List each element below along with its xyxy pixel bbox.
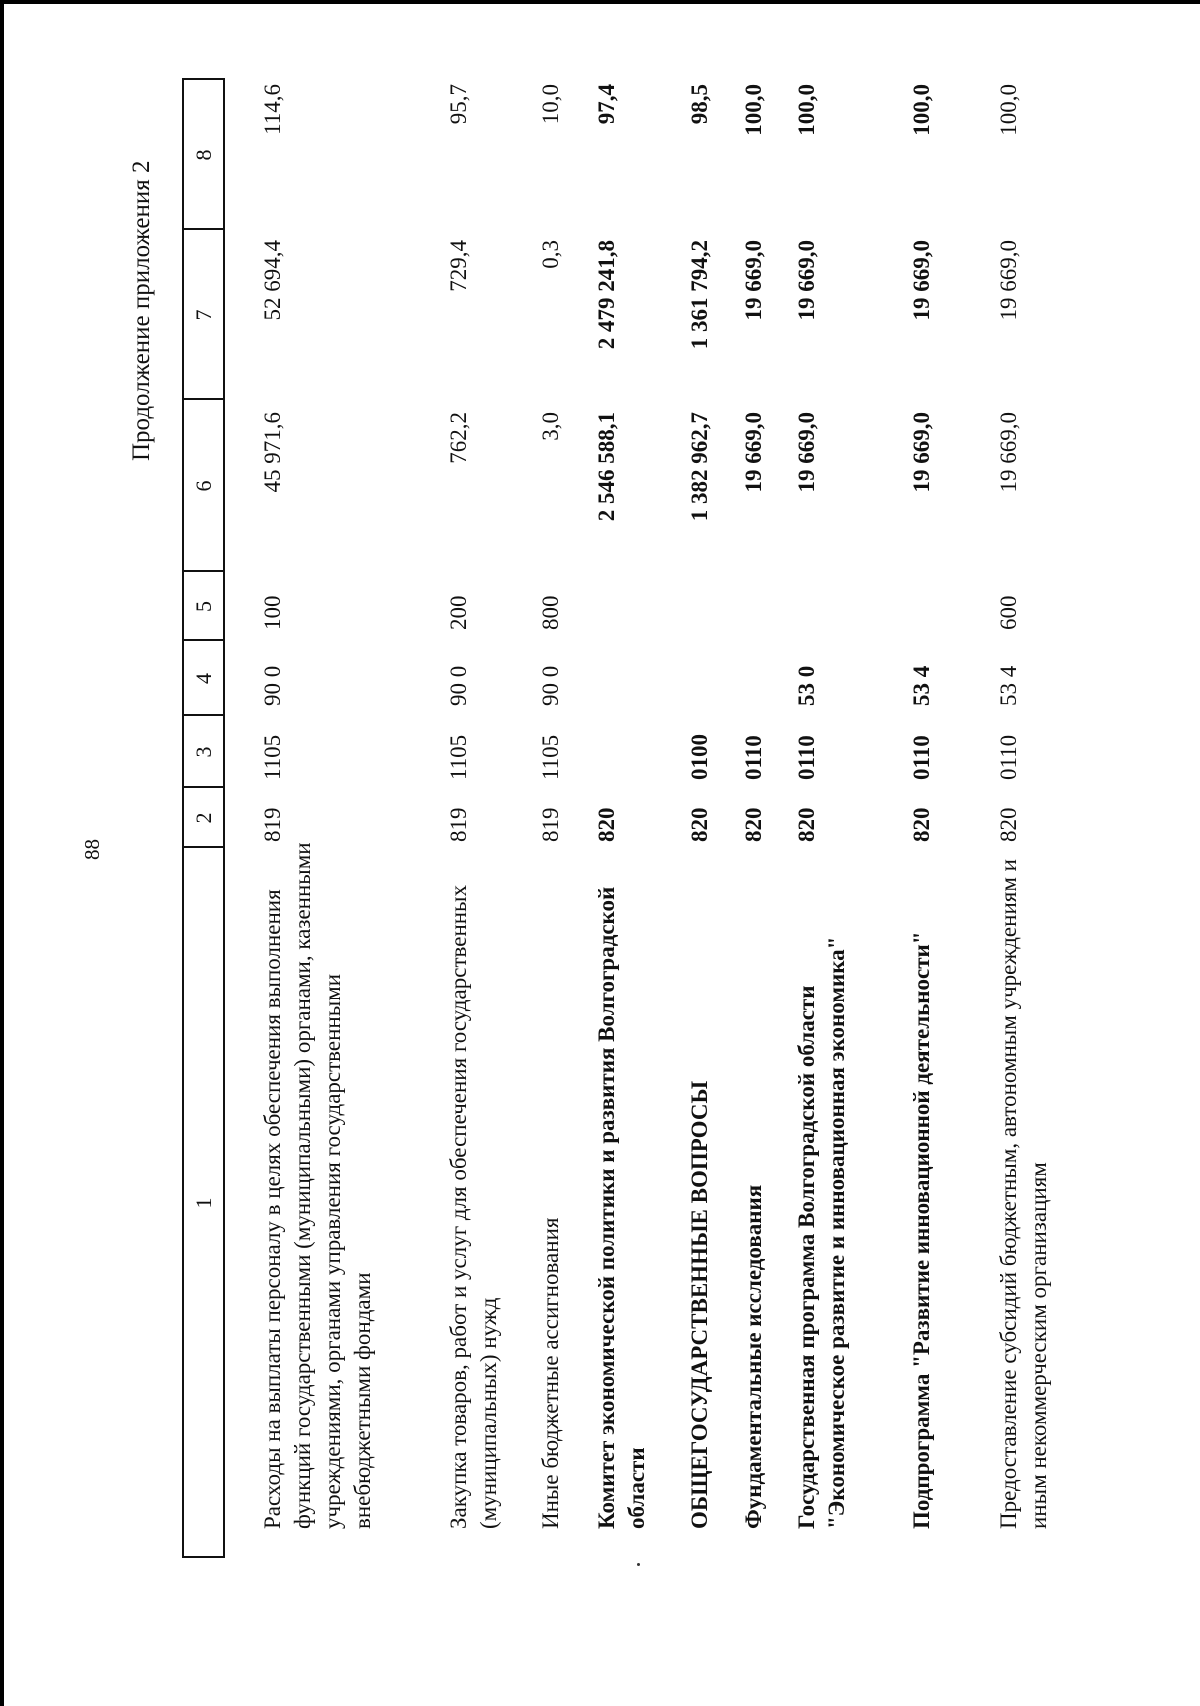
row-value-8: 114,6 xyxy=(260,84,285,135)
page-number: 88 xyxy=(80,839,104,860)
row-code-2: 819 xyxy=(260,807,285,842)
row-code-4: 90 0 xyxy=(260,665,285,706)
row-name: Расходы на выплаты персоналу в целях обеспечения выполнения функций государственными (муниципальными) органами, казенными учреждениями, органами управления государственными внебюджетными фондами xyxy=(260,842,375,1529)
row-value-6: 1 382 962,7 xyxy=(687,412,712,522)
row-value-8: 10,0 xyxy=(538,84,563,125)
column-header-1: 1 xyxy=(191,1197,216,1209)
column-header-8: 8 xyxy=(191,149,216,161)
row-value-6: 19 669,0 xyxy=(741,412,766,493)
row-value-7: 2 479 241,8 xyxy=(594,240,619,350)
row-code-2: 820 xyxy=(909,807,934,842)
row-code-2: 820 xyxy=(794,807,819,842)
row-value-7: 19 669,0 xyxy=(794,240,819,321)
row-code-2: 819 xyxy=(538,807,563,842)
row-code-3: 0110 xyxy=(909,735,934,780)
column-header-5: 5 xyxy=(191,601,216,612)
row-code-2: 820 xyxy=(594,807,619,842)
row-name: Фундаментальные исследования xyxy=(741,1184,766,1529)
row-value-7: 1 361 794,2 xyxy=(687,240,712,350)
row-code-4: 53 4 xyxy=(909,665,934,706)
row-value-7: 19 669,0 xyxy=(741,240,766,321)
row-code-5: 600 xyxy=(996,595,1021,630)
row-name: Подпрограмма "Развитие инновационной деятельности" xyxy=(909,931,934,1529)
row-value-8: 97,4 xyxy=(594,84,619,125)
row-name: Комитет экономической политики и развития Волгоградской области xyxy=(594,886,649,1529)
row-value-7: 0,3 xyxy=(538,240,563,269)
row-code-2: 819 xyxy=(446,807,471,842)
row-value-7: 19 669,0 xyxy=(909,240,934,321)
column-header-3: 3 xyxy=(191,746,216,758)
row-value-6: 2 546 588,1 xyxy=(594,412,619,522)
row-code-3: 1105 xyxy=(446,734,471,780)
row-code-2: 820 xyxy=(996,807,1021,842)
row-code-3: 1105 xyxy=(260,734,285,780)
row-code-3: 0100 xyxy=(687,734,712,780)
row-value-6: 45 971,6 xyxy=(260,412,285,493)
row-value-6: 19 669,0 xyxy=(996,412,1021,493)
row-code-4: 90 0 xyxy=(446,665,471,706)
column-header-7: 7 xyxy=(191,309,216,321)
row-name: Предоставление субсидий бюджетным, автономным учреждениям и иным некоммерческим организациям xyxy=(996,859,1051,1529)
row-code-4: 53 4 xyxy=(996,665,1021,706)
row-value-8: 100,0 xyxy=(794,84,819,136)
row-code-3: 0110 xyxy=(741,735,766,780)
row-value-6: 19 669,0 xyxy=(909,412,934,493)
continuation-label: Продолжение приложения 2 xyxy=(128,160,155,461)
row-code-4: 90 0 xyxy=(538,665,563,706)
row-name: Иные бюджетные ассигнования xyxy=(538,1217,563,1529)
row-value-8: 95,7 xyxy=(446,84,471,125)
row-code-3: 0110 xyxy=(794,735,819,780)
row-code-5: 100 xyxy=(260,595,285,630)
column-header-6: 6 xyxy=(191,480,216,492)
row-value-6: 19 669,0 xyxy=(794,412,819,493)
row-code-5: 800 xyxy=(538,595,563,630)
row-name: Закупка товаров, работ и услуг для обеспечения государственных (муниципальных) нужд xyxy=(446,884,501,1529)
row-code-2: 820 xyxy=(741,807,766,842)
row-value-6: 3,0 xyxy=(538,412,563,441)
row-code-4: 53 0 xyxy=(794,665,819,706)
row-value-8: 100,0 xyxy=(741,84,766,136)
row-code-3: 1105 xyxy=(538,734,563,780)
row-value-8: 100,0 xyxy=(996,84,1021,136)
row-code-2: 820 xyxy=(687,807,712,842)
row-name: ОБЩЕГОСУДАРСТВЕННЫЕ ВОПРОСЫ xyxy=(687,1080,712,1529)
row-name: Государственная программа Волгоградской области "Экономическое развитие и инновационная экономика" xyxy=(794,936,849,1529)
column-header-2: 2 xyxy=(191,812,216,824)
row-value-8: 98,5 xyxy=(687,84,712,125)
row-value-6: 762,2 xyxy=(446,412,471,464)
row-value-7: 19 669,0 xyxy=(996,240,1021,321)
column-header-4: 4 xyxy=(191,673,216,684)
row-value-7: 52 694,4 xyxy=(260,240,285,321)
row-code-3: 0110 xyxy=(996,734,1021,780)
row-value-7: 729,4 xyxy=(446,240,471,292)
row-code-5: 200 xyxy=(446,595,471,630)
row-value-8: 100,0 xyxy=(909,84,934,136)
